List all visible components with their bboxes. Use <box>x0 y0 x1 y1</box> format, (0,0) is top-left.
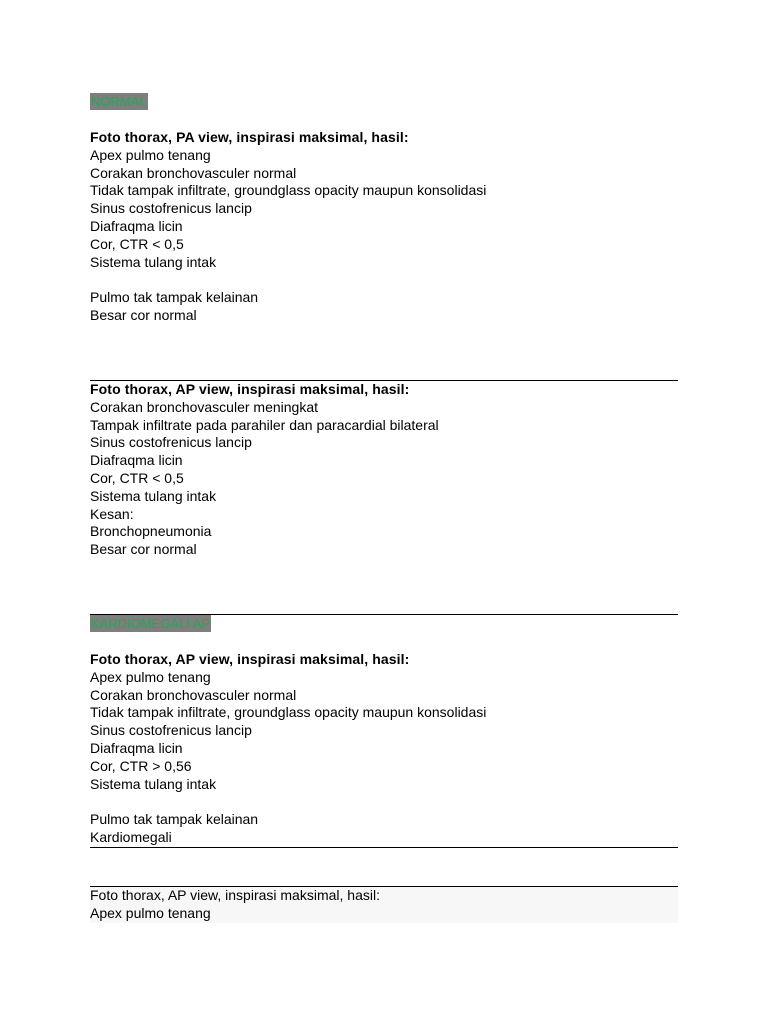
section-header: Foto thorax, AP view, inspirasi maksimal, hasil: <box>90 381 410 397</box>
finding-line: Cor, CTR < 0,5 <box>90 469 184 486</box>
finding-line: Tampak infiltrate pada parahiler dan paracardial bilateral <box>90 416 439 433</box>
section-next <box>90 887 380 923</box>
section-tag-kardiomegali: KARDIOMEGALI AP <box>91 616 211 631</box>
conclusion-line: Pulmo tak tampak kelainan <box>90 811 259 828</box>
section-normal <box>90 129 486 325</box>
finding-line: Corakan bronchovasculer normal <box>90 686 297 703</box>
finding-line: Besar cor normal <box>90 541 197 558</box>
section-kardiomegali <box>90 651 486 847</box>
finding-line: Apex pulmo tenang <box>90 668 211 685</box>
finding-line: Diafraqma licin <box>90 452 183 469</box>
finding-line: Bronchopneumonia <box>90 523 212 540</box>
section-header: Foto thorax, AP view, inspirasi maksimal, hasil: <box>90 651 410 667</box>
finding-line: Sinus costofrenicus lancip <box>90 722 252 739</box>
section-bronchopneumonia <box>90 381 439 559</box>
finding-line: Sistema tulang intak <box>90 253 217 270</box>
finding-line: Apex pulmo tenang <box>90 904 211 921</box>
finding-line: Cor, CTR < 0,5 <box>90 235 184 252</box>
finding-line: Corakan bronchovasculer meningkat <box>90 398 319 415</box>
finding-line: Diafraqma licin <box>90 217 183 234</box>
finding-line: Corakan bronchovasculer normal <box>90 164 297 181</box>
finding-line: Diafraqma licin <box>90 739 183 756</box>
finding-line: Tidak tampak infiltrate, groundglass opacity maupun konsolidasi <box>90 704 487 721</box>
section-tag-normal: NORMAL <box>91 94 147 109</box>
finding-line: Cor, CTR > 0,56 <box>90 757 192 774</box>
section-header: Foto thorax, AP view, inspirasi maksimal, hasil: <box>90 887 380 903</box>
finding-line: Sinus costofrenicus lancip <box>90 434 252 451</box>
conclusion-line: Besar cor normal <box>90 306 197 323</box>
finding-line: Sistema tulang intak <box>90 775 217 792</box>
horizontal-rule <box>90 847 678 848</box>
section-header: Foto thorax, PA view, inspirasi maksimal, hasil: <box>90 129 409 145</box>
finding-line: Apex pulmo tenang <box>90 146 211 163</box>
conclusion-line: Pulmo tak tampak kelainan <box>90 289 259 306</box>
finding-line: Kesan: <box>90 505 134 522</box>
finding-line: Sinus costofrenicus lancip <box>90 200 252 217</box>
finding-line: Tidak tampak infiltrate, groundglass opacity maupun konsolidasi <box>90 182 487 199</box>
conclusion-line: Kardiomegali <box>90 828 172 845</box>
finding-line: Sistema tulang intak <box>90 487 217 504</box>
